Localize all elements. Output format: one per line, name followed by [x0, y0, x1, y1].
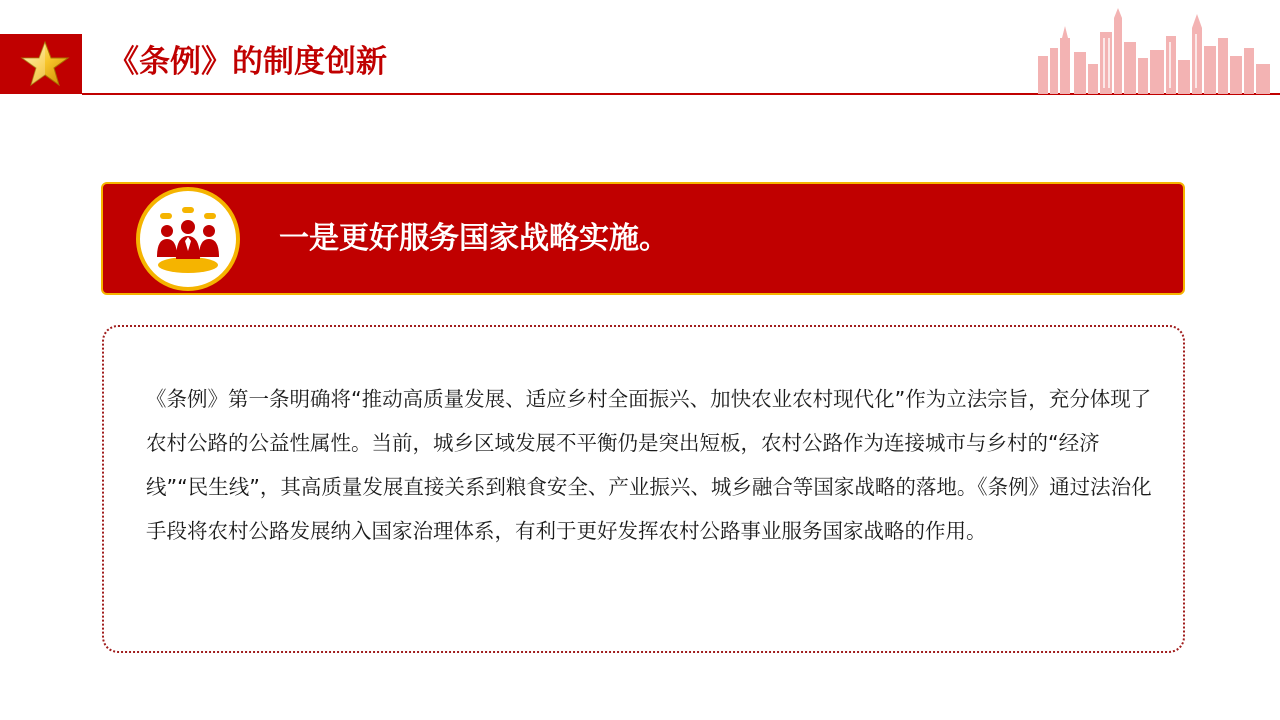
- content-box: [102, 325, 1185, 653]
- content-paragraph: 《条例》第一条明确将“推动高质量发展、适应乡村全面振兴、加快农业农村现代化”作为立法宗旨，充分体现了农村公路的公益性属性。当前，城乡区域发展不平衡仍是突出短板，农村公路作为连接城市与乡村的“经济线”“民生线”，其高质量发展直接关系到粮食安全、产业振兴、城乡融合等国家战略的落地。《条例》通过法治化手段将农村公路发展纳入国家治理体系，有利于更好发挥农村公路事业服务国家战略的作用。: [146, 387, 1152, 543]
- city-skyline-icon: [1030, 8, 1278, 94]
- banner-icon-circle: [136, 187, 240, 291]
- banner-heading: 一是更好服务国家战略实施。: [279, 221, 669, 256]
- star-icon: [20, 39, 70, 89]
- header-badge: [0, 34, 82, 94]
- section-banner: [101, 182, 1185, 295]
- page-title: 《条例》的制度创新: [108, 44, 387, 80]
- meeting-people-icon: [154, 205, 222, 273]
- slide-header: [0, 0, 1280, 100]
